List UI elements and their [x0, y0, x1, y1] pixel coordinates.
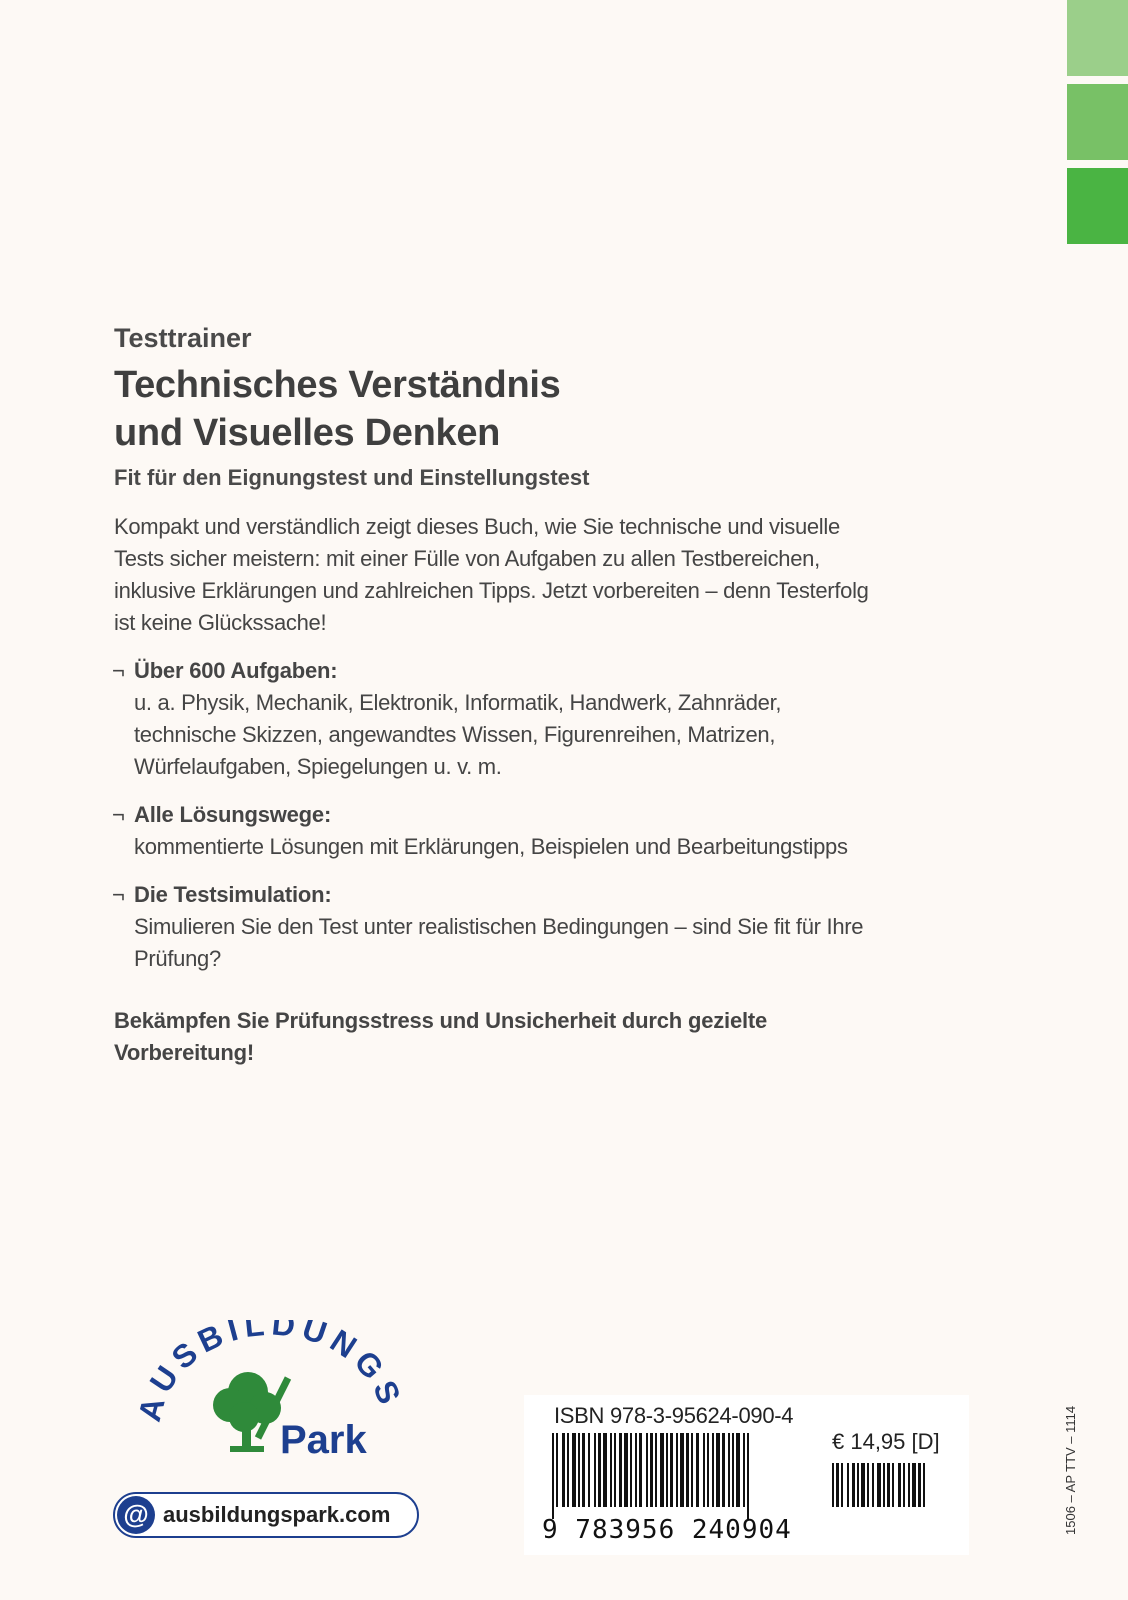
color-tab-mid — [1067, 84, 1128, 160]
bullet-icon: ¬ — [112, 882, 125, 907]
feature-body: u. a. Physik, Mechanik, Elektronik, Informatik, Handwerk, Zahnräder, technische Skizzen, angewandtes Wissen, Figurenreihen, Matrizen, Würfelaufgaben, Spiegelungen u. v. m. — [134, 690, 782, 779]
title-line-1: Technisches Verständnis — [114, 364, 561, 406]
color-tab-light — [1067, 0, 1128, 76]
feature-item — [114, 799, 874, 863]
subtitle: Fit für den Eignungstest und Einstellungstest — [114, 465, 590, 490]
feature-heading: Alle Lösungswege: — [134, 802, 332, 827]
barcode-panel — [524, 1395, 969, 1555]
bullet-icon: ¬ — [112, 802, 125, 827]
ean-digits: 9 783956 240904 — [542, 1515, 792, 1545]
feature-body: kommentierte Lösungen mit Erklärungen, Beispielen und Bearbeitungstipps — [134, 834, 848, 859]
addon-barcode — [832, 1463, 960, 1519]
back-cover-text — [114, 315, 874, 1069]
price-label: € 14,95 [D] — [832, 1429, 940, 1454]
feature-heading: Über 600 Aufgaben: — [134, 658, 338, 683]
feature-item — [114, 655, 874, 783]
ean-barcode — [552, 1433, 812, 1519]
feature-item — [114, 879, 874, 975]
feature-heading: Die Testsimulation: — [134, 882, 332, 907]
at-icon: @ — [117, 1496, 155, 1534]
svg-text:AUSBILDUNGS: AUSBILDUNGS — [130, 1320, 410, 1426]
feature-body: Simulieren Sie den Test unter realistischen Bedingungen – sind Sie fit für Ihre Prüfung? — [134, 914, 864, 971]
isbn-label: ISBN 978-3-95624-090-4 — [554, 1403, 794, 1428]
svg-text:Park: Park — [280, 1418, 367, 1462]
ausbildungspark-logo — [130, 1320, 410, 1470]
website-link[interactable]: ausbildungspark.com — [163, 1502, 391, 1527]
title-line-2: und Visuelles Denken — [114, 412, 501, 454]
closing-statement: Bekämpfen Sie Prüfungsstress und Unsicherheit durch gezielte Vorbereitung! — [114, 1008, 768, 1065]
intro-paragraph: Kompakt und verständlich zeigt dieses Buch, wie Sie technische und visuelle Tests sicher meistern: mit einer Fülle von Aufgaben zu allen Testbereichen, inklusive Erklärungen und zahlreichen Tipps. Jetzt vorbereiten – denn Testerfolg ist keine Glückssache! — [114, 514, 869, 635]
bullet-icon: ¬ — [112, 658, 125, 683]
series-label: Testtrainer — [114, 323, 252, 353]
color-tab-dark — [1067, 168, 1128, 244]
product-code: 1506 – AP TTV – 1114 — [1063, 1405, 1078, 1535]
website-badge[interactable] — [113, 1492, 419, 1538]
